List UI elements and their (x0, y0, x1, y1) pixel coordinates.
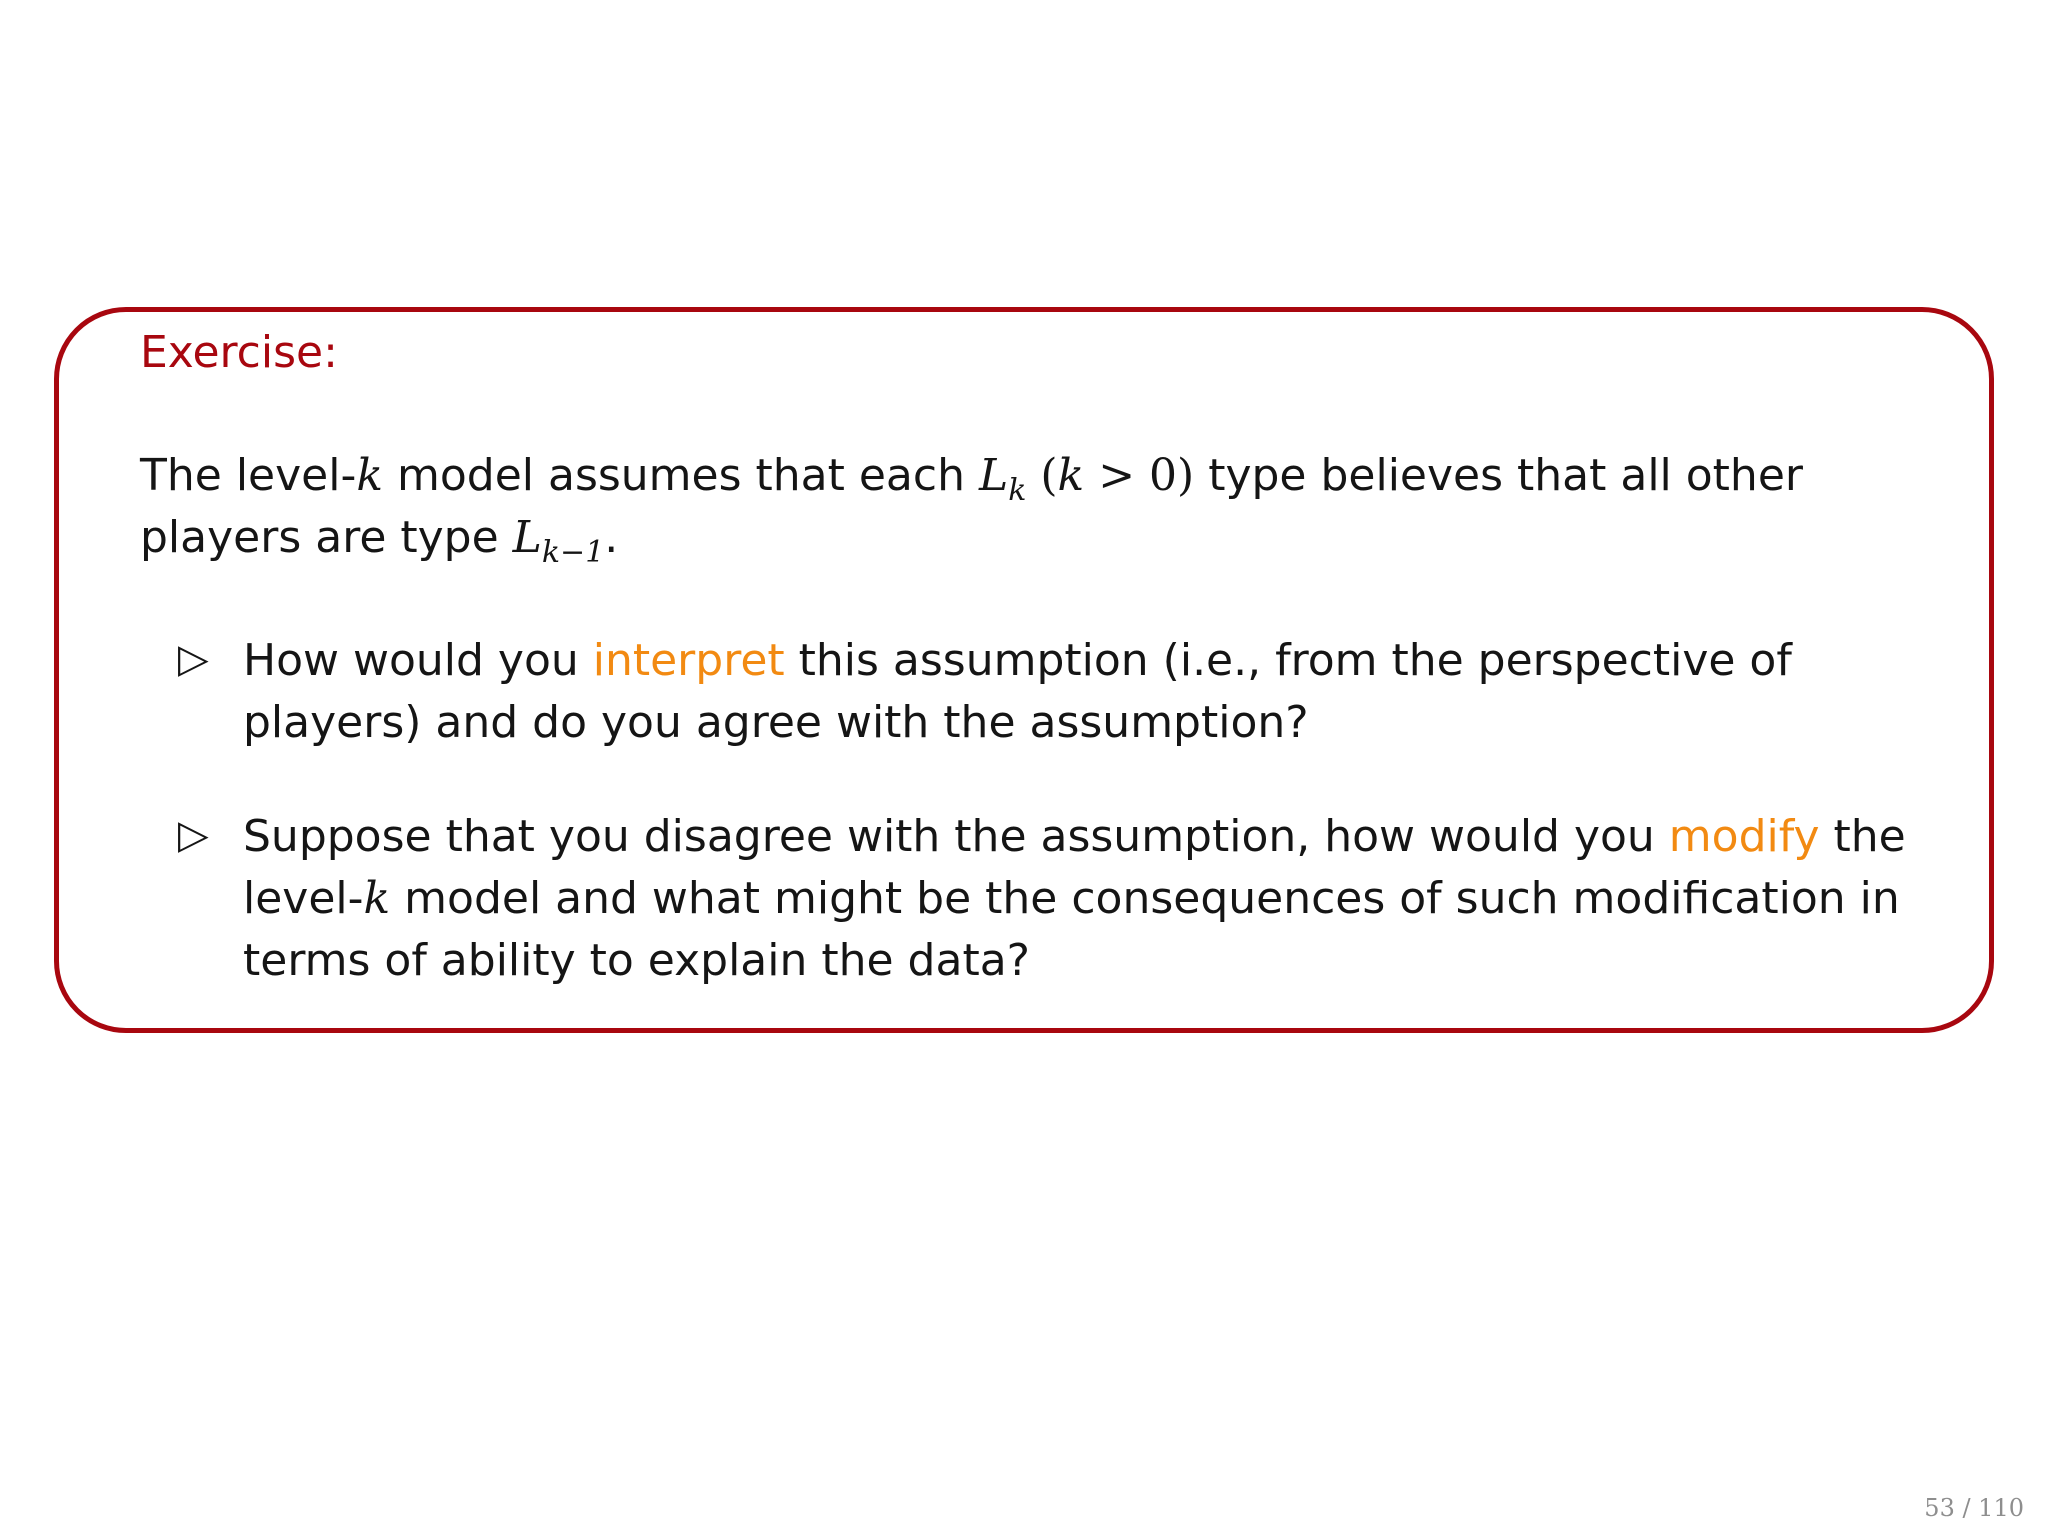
bullet-1-text-before: How would you (243, 635, 593, 686)
exercise-heading: Exercise: (140, 327, 338, 378)
intro-greater-than: > (1084, 450, 1150, 501)
bullet-item-modify (243, 806, 1923, 992)
intro-L-symbol-2: L (512, 512, 542, 563)
intro-paren-close: ) (1177, 450, 1195, 501)
bullet-2-text-after-a: the level- (243, 811, 1906, 924)
intro-text-1: The level- (140, 450, 357, 501)
intro-text-3: type believes that all other players are type (140, 450, 1803, 563)
intro-paren-open: ( (1026, 450, 1058, 501)
intro-L-symbol: L (978, 450, 1009, 501)
intro-k-variable-2: k (1057, 450, 1085, 501)
bullet-1-text-after: this assumption (i.e., from the perspective of players) and do you agree with the assumption? (243, 635, 1792, 748)
page-number: 53 / 110 (1924, 1494, 2024, 1522)
bullet-2-text-before: Suppose that you disagree with the assumption, how would you (243, 811, 1669, 862)
bullet-2-k-variable: k (363, 873, 391, 924)
bullet-2-text-after-b: model and what might be the consequences of such modification in terms of ability to explain the data? (243, 873, 1900, 986)
highlight-modify: modify (1668, 811, 1820, 862)
intro-paragraph (140, 445, 1940, 569)
intro-k-variable: k (356, 450, 383, 501)
intro-L-subscript-2: k−1 (541, 535, 605, 570)
intro-zero: 0 (1149, 450, 1178, 501)
bullet-triangle-icon: ▷ (178, 812, 209, 858)
intro-period: . (604, 512, 619, 563)
highlight-interpret: interpret (592, 635, 785, 686)
intro-L-subscript: k (1008, 473, 1027, 508)
bullet-item-interpret (243, 630, 1923, 754)
bullet-triangle-icon: ▷ (178, 636, 209, 682)
intro-text-2: model assumes that each (383, 450, 979, 501)
